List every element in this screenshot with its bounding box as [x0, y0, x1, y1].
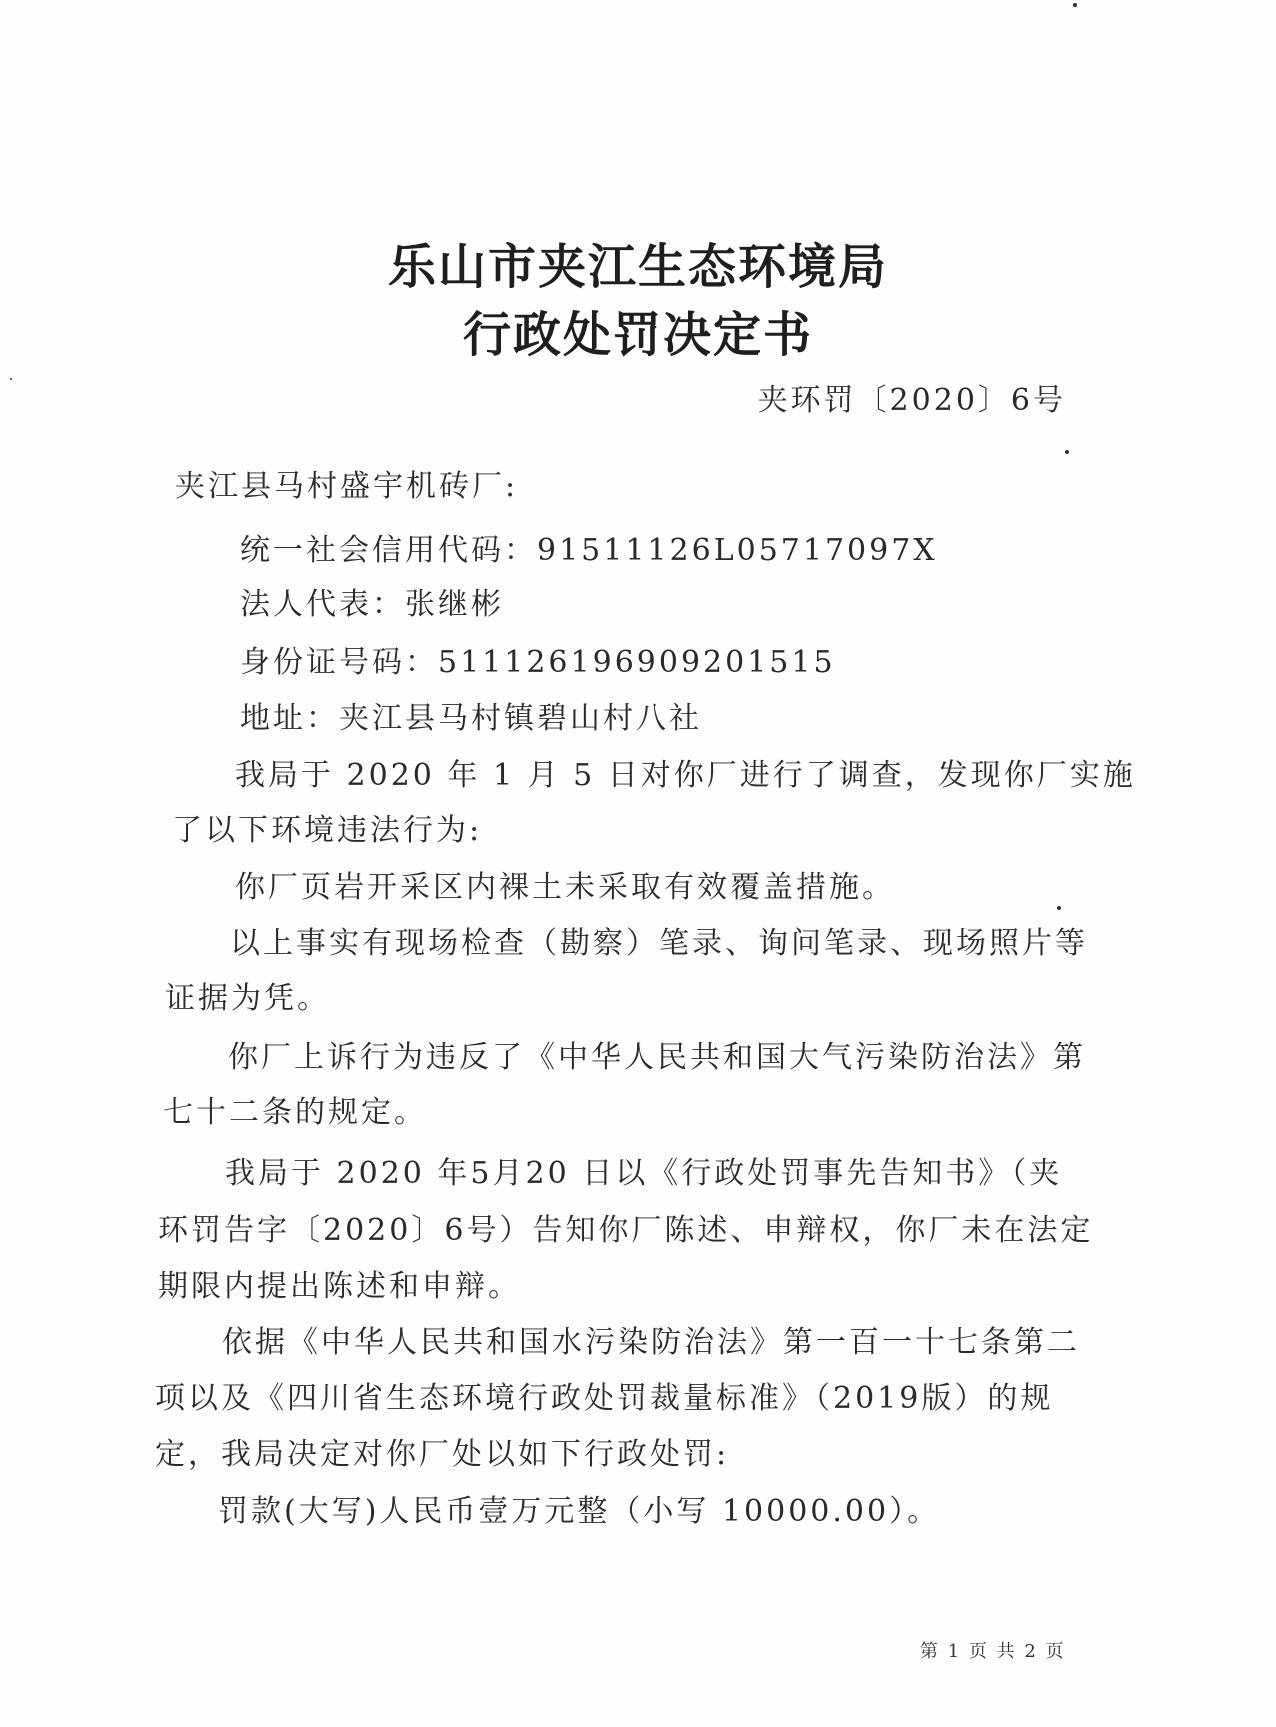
document-title: 行政处罚决定书: [462, 307, 813, 363]
paragraph-1-line-1: 我局于 2020 年 1 月 5 日对你厂进行了调查，发现你厂实施: [235, 758, 1136, 793]
paragraph-7-line-1: 罚款(大写)人民币壹万元整（小写 10000.00）。: [218, 1494, 941, 1529]
scan-speck: [1073, 3, 1077, 7]
paragraph-5-line-2: 环罚告字〔2020〕6号）告知你厂陈述、申辩权，你厂未在法定: [158, 1213, 1094, 1248]
paragraph-3-line-2: 证据为凭。: [165, 981, 330, 1016]
document-number: 夹环罚〔2020〕6号: [757, 383, 1066, 418]
paragraph-2-line-1: 你厂页岩开采区内裸土未采取有效覆盖措施。: [235, 870, 895, 905]
legal-representative: 法人代表：张继彬: [240, 587, 504, 622]
paragraph-1-line-2: 了以下环境违法行为:: [172, 813, 483, 848]
id-number: 身份证号码：511126196909201515: [240, 645, 836, 680]
recipient-name: 夹江县马村盛宇机砖厂:: [175, 469, 519, 504]
paragraph-6-line-2: 项以及《四川省生态环境行政处罚裁量标准》（2019版）的规: [155, 1381, 1054, 1416]
paragraph-5-line-1: 我局于 2020 年5月20 日以《行政处罚事先告知书》（夹: [225, 1156, 1063, 1191]
paragraph-6-line-1: 依据《中华人民共和国水污染防治法》第一百一十七条第二: [222, 1325, 1080, 1360]
paragraph-3-line-1: 以上事实有现场检查（勘察）笔录、询问笔录、现场照片等: [230, 926, 1088, 961]
issuer-title: 乐山市夹江生态环境局: [387, 239, 888, 295]
page-number: 第 1 页 共 2 页: [920, 1641, 1066, 1662]
address: 地址：夹江县马村镇碧山村八社: [240, 701, 702, 736]
paragraph-6-line-3: 定，我局决定对你厂处以如下行政处罚:: [155, 1437, 730, 1472]
credit-code: 统一社会信用代码：91511126L05717097X: [240, 533, 938, 568]
paragraph-4-line-2: 七十二条的规定。: [163, 1095, 427, 1130]
scan-speck: [1057, 906, 1061, 910]
scan-speck: [10, 378, 12, 380]
paragraph-4-line-1: 你厂上诉行为违反了《中华人民共和国大气污染防治法》第: [228, 1040, 1086, 1075]
paragraph-5-line-3: 期限内提出陈述和申辩。: [158, 1269, 521, 1304]
scan-speck: [1065, 450, 1069, 454]
